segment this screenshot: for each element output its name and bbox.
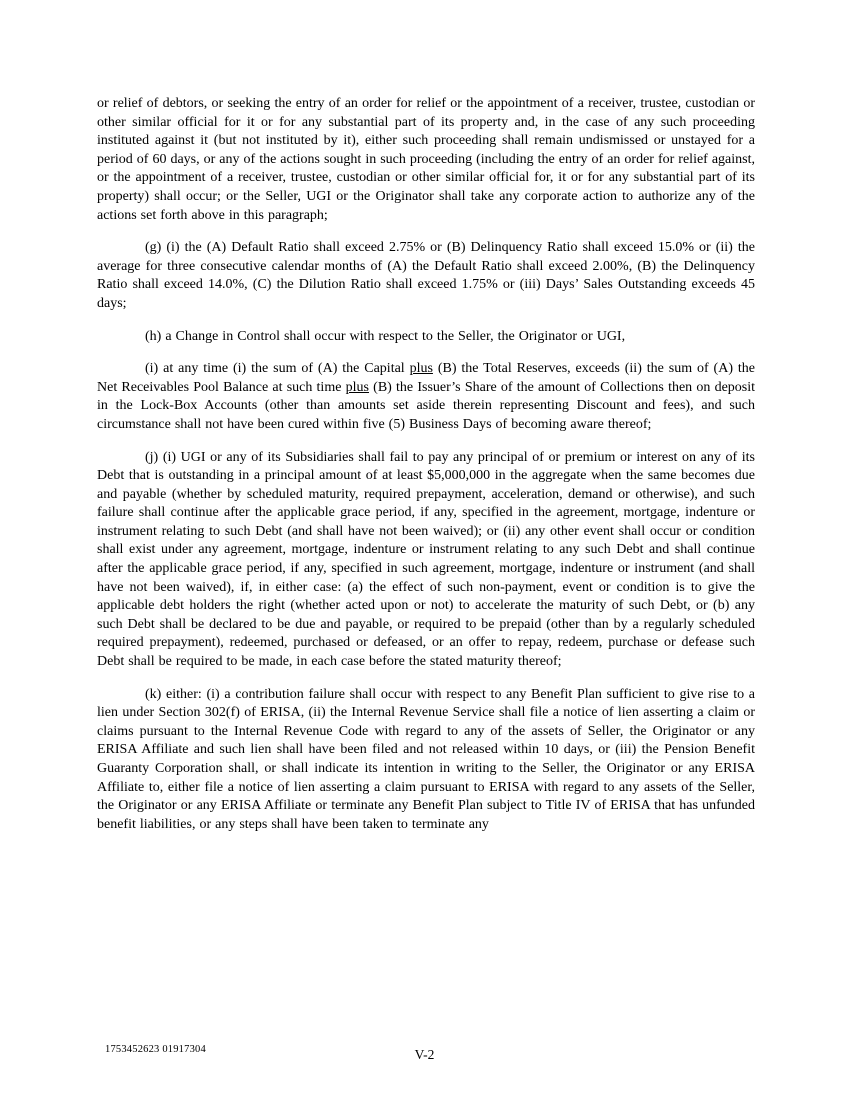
paragraph — [97, 95, 755, 225]
paragraph-text: (k) either: (i) a contribution failure shall occur with respect to any Benefit Plan sufficient to give rise to a lien under Section 302(f) of ERISA, (ii) the Internal Revenue Service shall file a notice of lien asserting a claim or claims pursuant to the Internal Revenue Code with regard to any of the assets of Seller, the Originator or any ERISA Affiliate and such lien shall have been filed and not released within 10 days, or (iii) the Pension Benefit Guaranty Corporation shall, or shall indicate its intention in writing to the Seller, the Originator or any ERISA Affiliate to, either file a notice of lien asserting a claim pursuant to ERISA with regard to any assets of the Seller, the Originator or any ERISA Affiliate or terminate any Benefit Plan subject to Title IV of ERISA that has unfunded benefit liabilities, or any steps shall have been taken to terminate any — [97, 686, 755, 832]
paragraph-text: (h) a Change in Control shall occur with respect to the Seller, the Originator or UGI, — [145, 328, 626, 344]
paragraph-text: (g) (i) the (A) Default Ratio shall exceed 2.75% or (B) Delinquency Ratio shall exceed 15.0% or (ii) the average for three consecutive calendar months of (A) the Default Ratio shall exceed 2.00%, (B) the Delinquency Ratio shall exceed 14.0%, (C) the Dilution Ratio shall exceed 1.75% or (iii) Days’ Sales Outstanding exceeds 45 days; — [97, 240, 755, 311]
underlined-text: plus — [409, 361, 433, 377]
paragraph-text: or relief of debtors, or seeking the entry of an order for relief or the appointment of a receiver, trustee, custodian or other similar official for it or for any substantial part of its property and, in the case of any such proceeding instituted against it (but not instituted by it), either such proceeding shall remain undismissed or unstayed for a period of 60 days, or any of the actions sought in such proceeding (including the entry of an order for relief against, or the appointment of a receiver, trustee, custodian or other similar official for, it or for any substantial part of its property) shall occur; or the Seller, UGI or the Originator shall take any corporate action to authorize any of the actions set forth above in this paragraph; — [97, 96, 755, 223]
paragraph — [97, 449, 755, 672]
paragraph — [97, 360, 755, 434]
paragraph — [97, 686, 755, 835]
underlined-text: plus — [345, 379, 369, 395]
page-footer — [0, 1040, 849, 1070]
document-body — [97, 95, 755, 848]
paragraph — [97, 328, 755, 347]
paragraph-text: (B) the Issuer’s Share of the amount of Collections then on deposit in the Lock-Box Accounts (other than amounts set aside therein representing Discount and fees), and such circumstance shall not have been cured within five (5) Business Days of becoming aware thereof; — [97, 379, 756, 432]
paragraph — [97, 239, 755, 313]
paragraph-text: (j) (i) UGI or any of its Subsidiaries shall fail to pay any principal of or premium or interest on any of its Debt that is outstanding in a principal amount of at least $5,000,000 in the aggregate when the same becomes due and payable (whether by scheduled maturity, required prepayment, acceleration, demand or otherwise), and such failure shall continue after the applicable grace period, if any, specified in the agreement, mortgage, indenture or instrument relating to such Debt (and shall have not been waived); or (ii) any other event shall occur or condition shall exist under any agreement, mortgage, indenture or instrument relating to any such Debt and shall continue after the applicable grace period, if any, specified in such agreement, mortgage, indenture or instrument (and shall have not been waived), if, in either case: (a) the effect of such non-payment, event or condition is to give the applicable debt holders the right (whether acted upon or not) to accelerate the maturity of such Debt, or (b) any such Debt shall be declared to be due and payable, or required to be prepaid (other than by a regularly scheduled required prepayment), redeemed, purchased or defeased, or an offer to repay, redeem, purchase or defease such Debt shall be required to be made, in each case before the stated maturity thereof; — [97, 449, 755, 670]
paragraph-text: (B) the Total Reserves, exceeds (ii) the sum of (A) the Net Receivables Pool Balance at such time — [97, 361, 755, 395]
paragraph-text: (i) at any time (i) the sum of (A) the Capital — [145, 361, 410, 377]
footer-page-number: V-2 — [414, 1047, 435, 1062]
footer-doc-number: 1753452623 01917304 — [105, 1044, 206, 1055]
